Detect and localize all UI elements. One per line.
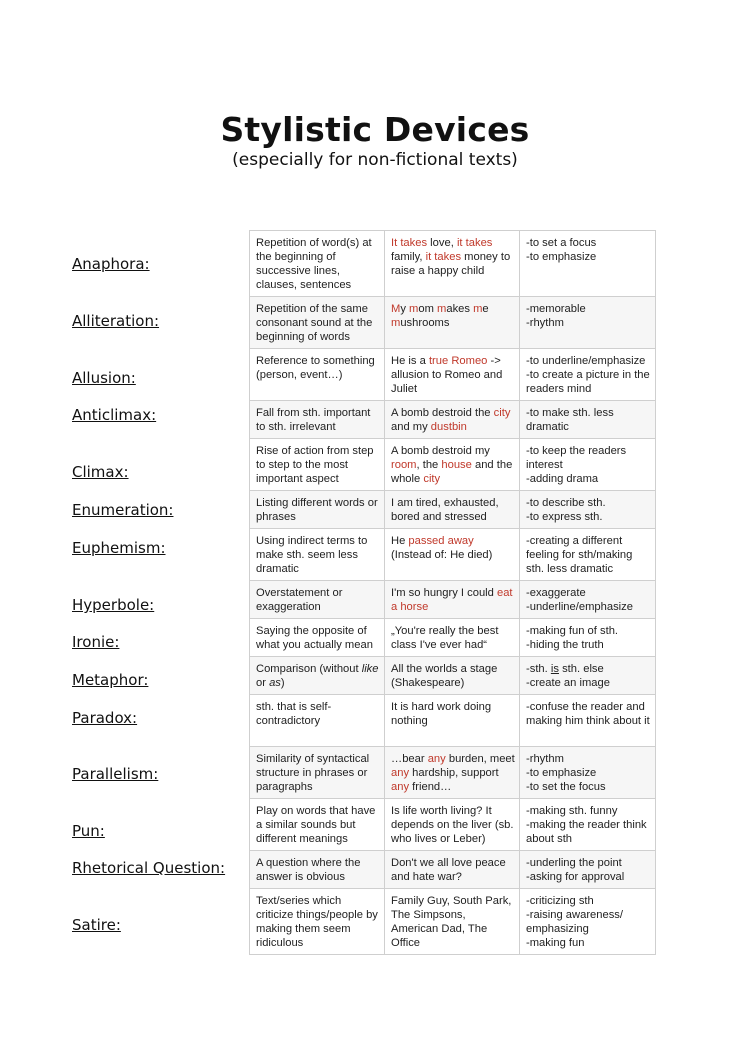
table-row <box>250 851 656 889</box>
label-parallelism: Parallelism: <box>72 765 159 783</box>
definition-cell <box>250 401 385 439</box>
example-text: y <box>400 303 410 315</box>
definition-text: Text/series which criticize things/people by making them seem ridiculous <box>256 895 378 949</box>
table-row <box>250 889 656 955</box>
example-text: burden, meet <box>445 753 515 765</box>
effect-cell <box>520 619 656 657</box>
effect-line: -making the reader think about sth <box>526 819 647 845</box>
effect-cell <box>520 529 656 581</box>
label-anticlimax: Anticlimax: <box>72 406 157 424</box>
example-text: I am tired, exhausted, bored and stressed <box>391 497 499 523</box>
example-text: akes <box>446 303 474 315</box>
label-alliteration: Alliteration: <box>72 312 160 330</box>
example-text: and the whole <box>391 459 513 485</box>
example-highlight: m <box>391 317 401 329</box>
effect-cell <box>520 799 656 851</box>
label-anaphora: Anaphora: <box>72 255 150 273</box>
label-pun: Pun: <box>72 822 105 840</box>
effect-line: -making fun of sth. <box>526 625 619 637</box>
definition-text: Overstatement or exaggeration <box>256 587 343 613</box>
effect-cell <box>520 349 656 401</box>
table-row <box>250 491 656 529</box>
example-cell <box>385 401 520 439</box>
definition-cell <box>250 747 385 799</box>
example-text: „You're really the best class I've ever had“ <box>391 625 499 651</box>
table-row <box>250 231 656 297</box>
example-text: …bear <box>391 753 428 765</box>
example-text: It is hard work doing nothing <box>391 701 492 727</box>
effect-cell <box>520 747 656 799</box>
effect-line: -to set a focus <box>526 237 597 249</box>
example-highlight: any <box>391 767 410 779</box>
example-highlight: It takes <box>391 237 428 249</box>
definition-text: or <box>256 677 270 689</box>
definition-text: ) <box>280 677 285 689</box>
example-cell <box>385 695 520 747</box>
definition-cell <box>250 491 385 529</box>
effect-line: -making sth. funny <box>526 805 618 817</box>
label-paradox: Paradox: <box>72 709 138 727</box>
label-enumeration: Enumeration: <box>72 501 174 519</box>
example-text: and my <box>391 421 431 433</box>
effect-cell <box>520 889 656 955</box>
effect-line: -raising awareness/ emphasizing <box>526 909 624 935</box>
definition-cell <box>250 297 385 349</box>
example-highlight: m <box>409 303 419 315</box>
effect-line: -rhythm <box>526 317 564 329</box>
example-highlight: city <box>493 407 511 419</box>
example-text: friend… <box>409 781 452 793</box>
example-highlight: m <box>437 303 447 315</box>
example-highlight: any <box>427 753 446 765</box>
example-highlight: house <box>441 459 472 471</box>
definition-text: Comparison (without <box>256 663 362 675</box>
example-text: All the worlds a stage (Shakespeare) <box>391 663 498 689</box>
example-highlight: dustbin <box>430 421 467 433</box>
effect-text: -sth. <box>526 663 551 675</box>
table-row <box>250 349 656 401</box>
example-cell <box>385 297 520 349</box>
label-ironie: Ironie: <box>72 633 120 651</box>
label-climax: Climax: <box>72 463 129 481</box>
table-row <box>250 439 656 491</box>
example-cell <box>385 747 520 799</box>
effect-underlined-text: is <box>550 663 559 675</box>
effect-line: -create an image <box>526 677 610 689</box>
example-highlight: it takes <box>425 251 462 263</box>
definition-text: Listing different words or phrases <box>256 497 378 523</box>
table-row <box>250 747 656 799</box>
table-row <box>250 619 656 657</box>
effect-line <box>526 662 651 676</box>
example-text: Is life worth living? It depends on the liver (sb. who lives or Leber) <box>391 805 514 845</box>
example-cell <box>385 889 520 955</box>
effect-line: -to express sth. <box>526 511 603 523</box>
example-cell <box>385 529 520 581</box>
effect-cell <box>520 231 656 297</box>
label-satire: Satire: <box>72 916 121 934</box>
example-highlight: true Romeo <box>428 355 488 367</box>
effect-line: -to describe sth. <box>526 497 606 509</box>
effect-line: -to emphasize <box>526 251 597 263</box>
definition-cell <box>250 349 385 401</box>
label-euphemism: Euphemism: <box>72 539 166 557</box>
definition-text: Rise of action from step to step to the most important aspect <box>256 445 374 485</box>
example-text: om <box>418 303 438 315</box>
example-highlight: M <box>391 303 401 315</box>
definition-cell <box>250 581 385 619</box>
definition-cell <box>250 889 385 955</box>
example-highlight: any <box>391 781 410 793</box>
example-text: A bomb destroid the <box>391 407 494 419</box>
example-text: money to raise a happy child <box>391 251 511 277</box>
example-text: Don't we all love peace and hate war? <box>391 857 506 883</box>
definition-cell <box>250 657 385 695</box>
effect-text: sth. else <box>558 663 604 675</box>
effect-line: -confuse the reader and making him think about it <box>526 701 650 727</box>
example-cell <box>385 799 520 851</box>
page-title: Stylistic Devices <box>220 110 530 149</box>
effect-cell <box>520 851 656 889</box>
table-row <box>250 799 656 851</box>
effect-cell <box>520 657 656 695</box>
definition-text: Play on words that have a similar sounds but different meanings <box>256 805 376 845</box>
effect-line: -creating a different feeling for sth/making sth. less dramatic <box>526 535 633 575</box>
example-cell <box>385 581 520 619</box>
example-cell <box>385 851 520 889</box>
effect-cell <box>520 439 656 491</box>
label-hyperbole: Hyperbole: <box>72 596 155 614</box>
effect-line: -memorable <box>526 303 586 315</box>
table-row <box>250 401 656 439</box>
definition-cell <box>250 695 385 747</box>
example-text: I'm so hungry I could <box>391 587 497 599</box>
definition-text: Repetition of the same consonant sound at the beginning of words <box>256 303 373 343</box>
effect-cell <box>520 297 656 349</box>
example-highlight: room <box>391 459 417 471</box>
example-cell <box>385 657 520 695</box>
effect-line: -rhythm <box>526 753 564 765</box>
effect-line: -underline/emphasize <box>526 601 633 613</box>
definition-text: A question where the answer is obvious <box>256 857 361 883</box>
example-highlight: it takes <box>456 237 493 249</box>
effect-cell <box>520 581 656 619</box>
example-text: Family Guy, South Park, The Simpsons, American Dad, The Office <box>391 895 512 949</box>
definition-text: Using indirect terms to make sth. seem less dramatic <box>256 535 368 575</box>
effect-line: -to underline/emphasize <box>526 355 646 367</box>
table-row <box>250 529 656 581</box>
example-highlight: passed away <box>408 535 474 547</box>
effect-line: -asking for approval <box>526 871 625 883</box>
example-text: ushrooms <box>400 317 450 329</box>
label-allusion: Allusion: <box>72 369 136 387</box>
example-cell <box>385 231 520 297</box>
definition-text: Reference to something (person, event…) <box>256 355 375 381</box>
definition-italic-text: like <box>361 663 379 675</box>
definition-cell <box>250 619 385 657</box>
example-text: hardship, support <box>409 767 499 779</box>
table-row <box>250 581 656 619</box>
example-text: He <box>391 535 409 547</box>
effect-cell <box>520 695 656 747</box>
effect-line: -exaggerate <box>526 587 586 599</box>
effect-cell <box>520 401 656 439</box>
example-highlight: m <box>473 303 483 315</box>
effect-line: -underling the point <box>526 857 622 869</box>
definition-text: Similarity of syntactical structure in phrases or paragraphs <box>256 753 370 793</box>
effect-line: -to make sth. less dramatic <box>526 407 614 433</box>
example-text: (Instead of: He died) <box>391 549 493 561</box>
table-row <box>250 657 656 695</box>
example-cell <box>385 619 520 657</box>
example-text: -> allusion to Romeo and Juliet <box>391 355 503 395</box>
definition-text: Saying the opposite of what you actually mean <box>256 625 373 651</box>
example-text: e <box>482 303 489 315</box>
definition-cell <box>250 851 385 889</box>
definition-cell <box>250 529 385 581</box>
effect-line: -adding drama <box>526 473 599 485</box>
effect-line: -to keep the readers interest <box>526 445 627 471</box>
table-row <box>250 297 656 349</box>
example-text: love, <box>427 237 457 249</box>
example-highlight: city <box>423 473 441 485</box>
effect-line: -hiding the truth <box>526 639 604 651</box>
definition-cell <box>250 799 385 851</box>
label-metaphor: Metaphor: <box>72 671 149 689</box>
definition-text: Fall from sth. important to sth. irrelevant <box>256 407 371 433</box>
table-row <box>250 695 656 747</box>
effect-line: -criticizing sth <box>526 895 594 907</box>
definition-cell <box>250 231 385 297</box>
definition-italic-text: as <box>269 677 281 689</box>
effect-line: -to emphasize <box>526 767 597 779</box>
definition-text: Repetition of word(s) at the beginning of successive lines, clauses, sentences <box>256 237 372 291</box>
example-text: He is a <box>391 355 429 367</box>
example-cell <box>385 491 520 529</box>
effect-line: -making fun <box>526 937 585 949</box>
example-cell <box>385 439 520 491</box>
example-highlight: eat a horse <box>391 587 513 613</box>
devices-table <box>249 230 656 955</box>
example-text: family, <box>391 251 426 263</box>
page-subtitle: (especially for non-fictional texts) <box>232 150 518 170</box>
label-rhetorical-question: Rhetorical Question: <box>72 859 226 877</box>
effect-cell <box>520 491 656 529</box>
definition-text: sth. that is self-contradictory <box>256 701 332 727</box>
definition-cell <box>250 439 385 491</box>
effect-line: -to set the focus <box>526 781 606 793</box>
example-text: , the <box>416 459 442 471</box>
effect-line: -to create a picture in the readers mind <box>526 369 650 395</box>
example-cell <box>385 349 520 401</box>
example-text: A bomb destroid my <box>391 445 490 457</box>
